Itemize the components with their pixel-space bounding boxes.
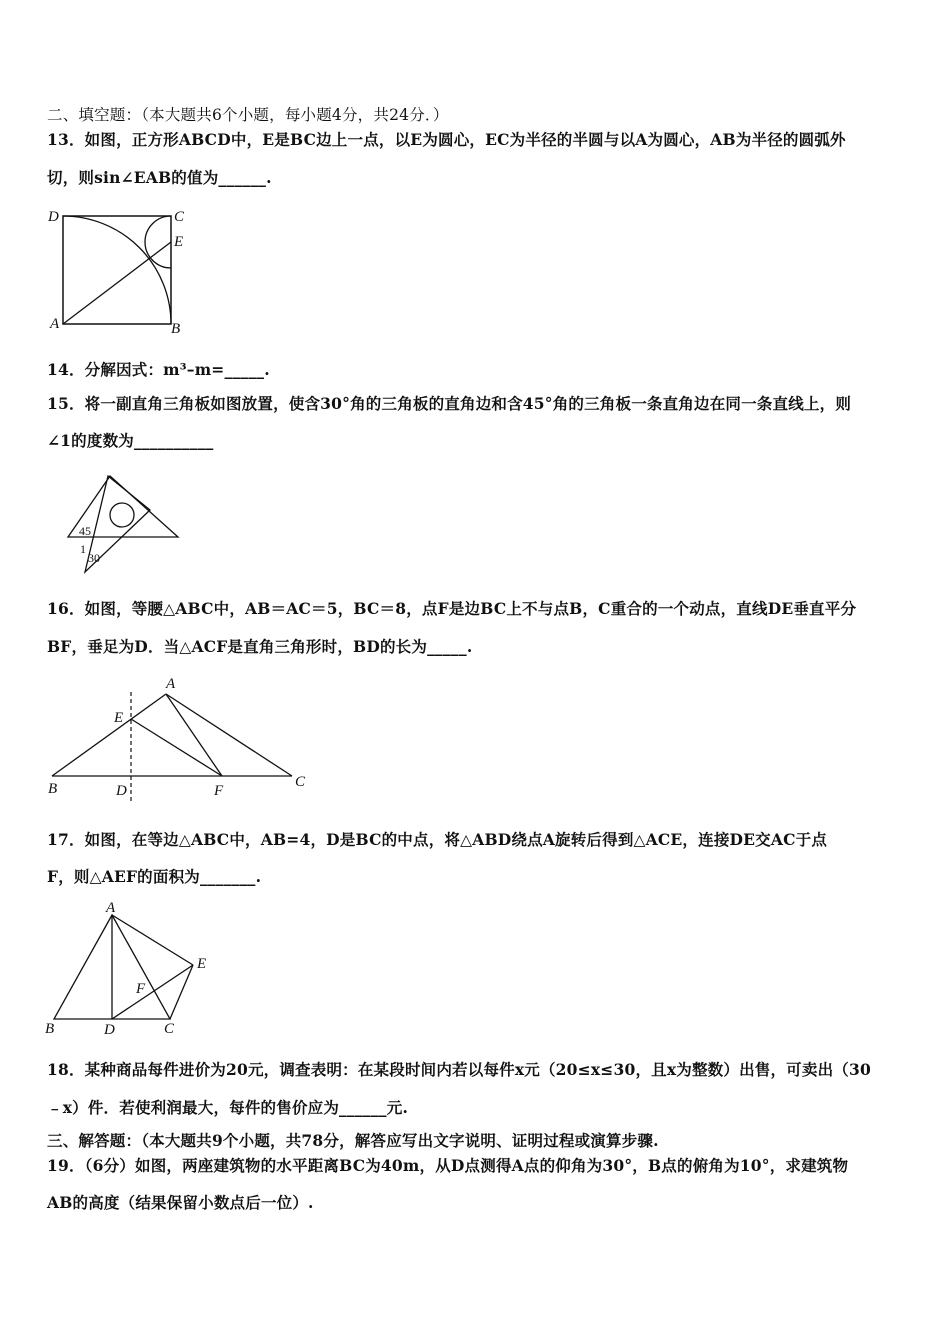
label-F: F bbox=[214, 783, 224, 799]
question-19-line-1: 19．（6分）如图，两座建筑物的水平距离BC为40m，从D点测得A点的仰角为30°，B点的俯角为10°，求建筑物 bbox=[47, 1156, 849, 1175]
label-angle-1: 1 bbox=[80, 542, 86, 556]
question-19-line-2: AB的高度（结果保留小数点后一位）. bbox=[47, 1193, 314, 1212]
figure-q17-triangle bbox=[40, 897, 220, 1042]
figure-q13-square bbox=[40, 200, 200, 340]
question-14-line-1: 14．分解因式：m³–m=_____. bbox=[47, 360, 270, 379]
question-18-line-1: 18．某种商品每件进价为20元，调查表明：在某段时间内若以每件x元（20≤x≤30，且x为整数）出售，可卖出（30 bbox=[47, 1060, 871, 1079]
label-C: C bbox=[295, 774, 306, 790]
label-C: C bbox=[174, 209, 185, 225]
question-13-line-1: 13．如图，正方形ABCD中，E是BC边上一点，以E为圆心，EC为半径的半圆与以A为圆心，AB为半径的圆弧外 bbox=[47, 130, 846, 149]
label-A: A bbox=[50, 316, 60, 332]
label-E: E bbox=[114, 710, 124, 726]
section-3-header: 三、解答题：（本大题共9个小题，共78分，解答应写出文字说明、证明过程或演算步骤. bbox=[47, 1131, 659, 1150]
question-15-line-2: ∠1的度数为__________ bbox=[47, 431, 214, 450]
label-45: 45 bbox=[79, 524, 91, 538]
figure-q15-triangles bbox=[60, 472, 190, 577]
label-F: F bbox=[136, 981, 146, 997]
label-A: A bbox=[106, 900, 116, 916]
label-B: B bbox=[45, 1021, 55, 1037]
label-B: B bbox=[48, 781, 58, 797]
label-B: B bbox=[171, 321, 181, 337]
section-2-header: 二、填空题：（本大题共6个小题，每小题4分，共24分．） bbox=[47, 106, 449, 124]
figure-q16-triangle bbox=[40, 672, 320, 807]
question-15-line-1: 15．将一副直角三角板如图放置，使含30°角的三角板的直角边和含45°角的三角板一条直角边在同一条直线上，则 bbox=[47, 394, 852, 413]
label-30: 30 bbox=[88, 551, 100, 565]
label-C: C bbox=[164, 1021, 175, 1037]
label-E: E bbox=[174, 234, 184, 250]
question-16-line-2: BF，垂足为D．当△ACF是直角三角形时，BD的长为_____. bbox=[47, 637, 473, 656]
question-16-line-1: 16．如图，等腰△ABC中，AB＝AC＝5，BC＝8，点F是边BC上不与点B，C重合的一个动点，直线DE垂直平分 bbox=[47, 599, 857, 618]
question-13-line-2: 切，则sin∠EAB的值为______. bbox=[47, 168, 272, 187]
question-18-line-2: ﹣x）件．若使利润最大，每件的售价应为______元. bbox=[47, 1098, 409, 1117]
label-D: D bbox=[48, 209, 59, 225]
label-D: D bbox=[104, 1022, 115, 1038]
question-17-line-1: 17．如图，在等边△ABC中，AB=4，D是BC的中点，将△ABD绕点A旋转后得到△ACE，连接DE交AC于点 bbox=[47, 830, 828, 849]
label-A: A bbox=[166, 676, 176, 692]
label-D: D bbox=[116, 783, 127, 799]
label-E: E bbox=[197, 956, 207, 972]
question-17-line-2: F，则△AEF的面积为_______. bbox=[47, 867, 262, 886]
